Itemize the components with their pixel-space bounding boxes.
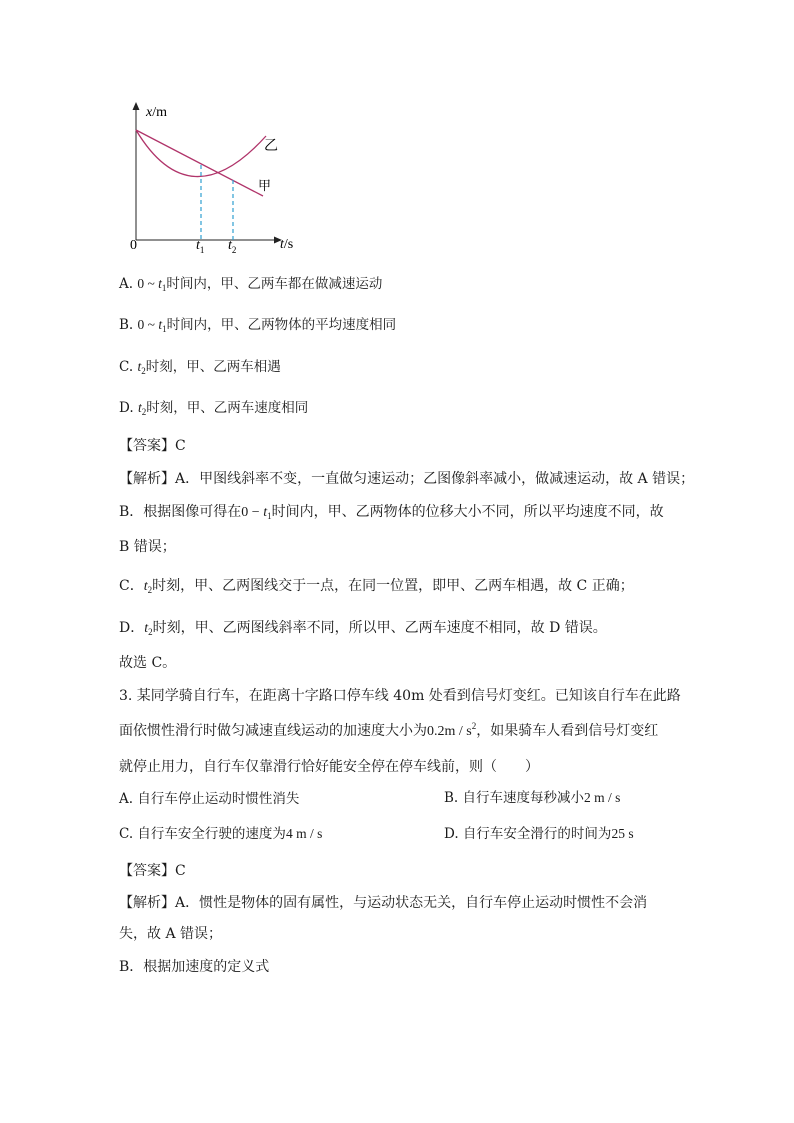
analysis-text: D．: [119, 620, 145, 636]
math-sub: 1: [267, 511, 272, 521]
math-value: 0.2m / s: [427, 724, 472, 739]
t2-label: $t_2$: [228, 238, 237, 255]
analysis-text: C．: [119, 578, 144, 594]
q2-option-b: [119, 315, 396, 335]
math-sub: 1: [161, 283, 167, 293]
t1-label: $t_1$: [196, 238, 205, 255]
q3-answer: 【答案】C: [119, 863, 186, 879]
yi-label: 乙: [264, 138, 278, 154]
q3-stem-line1: 3. 某同学骑自行车，在距离十字路口停车线 40m 处看到信号灯变红。已知该自行车在此路: [119, 688, 681, 704]
q3-option-c: [119, 824, 322, 844]
option-prefix: A.: [119, 276, 134, 292]
stem-text: ，如果骑车人看到信号灯变红: [476, 723, 659, 739]
math-sub: 2: [141, 407, 147, 417]
math-var: t: [158, 276, 162, 291]
math-range: 0 ~: [137, 276, 159, 291]
q3-option-d: [444, 824, 634, 844]
math-sup: 2: [471, 721, 477, 731]
q2-option-d: [119, 398, 308, 418]
math-sub: 2: [141, 366, 146, 376]
q3-analysis-b: B．根据加速度的定义式: [119, 959, 270, 975]
y-axis-arrow: [133, 102, 140, 110]
math-var: t: [263, 505, 268, 520]
stem-text: 面依惯性滑行时做匀减速直线运动的加速度大小为: [119, 723, 427, 739]
yi-curve: [136, 130, 266, 177]
analysis-text: 时间内，甲、乙两物体的位移大小不同，所以平均速度不同，故: [271, 504, 664, 520]
q3-option-a: A. 自行车停止运动时惯性消失: [119, 791, 300, 807]
origin-label: 0: [130, 238, 137, 253]
option-text: 时间内，甲、乙两车都在做减速运动: [166, 276, 383, 292]
option-text: D. 自行车安全滑行的时间为: [444, 826, 612, 842]
y-axis-label: x/m: [146, 105, 167, 120]
math-var: t: [143, 579, 148, 594]
q3-option-b: [444, 788, 620, 808]
math-value: 4 m / s: [285, 826, 323, 841]
math-var: t: [137, 359, 142, 374]
q3-analysis-a: 【解析】A．惯性是物体的固有属性，与运动状态无关，自行车停止运动时惯性不会消: [119, 895, 648, 911]
q2-option-a: [119, 274, 382, 294]
analysis-text: 时刻，甲、乙两图线交于一点，在同一位置，即甲、乙两车相遇，故 C 正确；: [152, 578, 634, 594]
q2-option-c: [119, 357, 281, 377]
option-text: 时间内，甲、乙两物体的平均速度相同: [166, 317, 397, 333]
math-range: 0 ~: [137, 317, 159, 332]
math-value: 25 s: [611, 826, 634, 841]
q2-analysis-b: [119, 502, 664, 523]
math-range: 0 −: [241, 505, 264, 520]
q2-analysis-d: [119, 618, 607, 639]
q3-stem-line3: 就停止用力，自行车仅靠滑行恰好能安全停在停车线前，则（ ）: [119, 759, 539, 775]
math-var: t: [158, 317, 163, 332]
math-var: t: [137, 400, 142, 415]
option-prefix: C.: [119, 359, 134, 375]
option-text: 时刻，甲、乙两车相遇: [145, 359, 281, 375]
jia-label: 甲: [258, 179, 272, 194]
x-axis-label: t/s: [280, 237, 294, 252]
q2-analysis-b-cont: B 错误；: [119, 539, 176, 555]
q2-conclusion: 故选 C。: [119, 655, 177, 671]
option-text: C. 自行车安全行驶的速度为: [119, 826, 286, 842]
option-text: B. 自行车速度每秒减小: [444, 790, 585, 806]
option-prefix: B.: [119, 317, 134, 333]
x-t-graph: [120, 96, 294, 256]
option-text: 时刻，甲、乙两车速度相同: [146, 400, 309, 416]
math-sub: 2: [148, 627, 153, 637]
jia-line: [136, 130, 263, 196]
q2-analysis-a: 【解析】A．甲图线斜率不变，一直做匀速运动；乙图像斜率减小，做减速运动，故 A 错误；: [119, 471, 695, 487]
q2-answer: 【答案】C: [119, 438, 186, 454]
option-prefix: D.: [119, 400, 134, 416]
math-var: t: [144, 621, 149, 636]
analysis-text: B．根据图像可得在: [119, 504, 242, 520]
math-sub: 2: [147, 585, 153, 595]
math-sub: 1: [162, 324, 167, 334]
math-value: 2 m / s: [584, 790, 621, 805]
q3-stem-line2: [119, 721, 658, 742]
q3-analysis-a-cont: 失，故 A 错误；: [119, 926, 223, 942]
q2-analysis-c: [119, 576, 634, 597]
analysis-text: 时刻，甲、乙两图线斜率不同，所以甲、乙两车速度不相同，故 D 错误。: [152, 620, 607, 636]
